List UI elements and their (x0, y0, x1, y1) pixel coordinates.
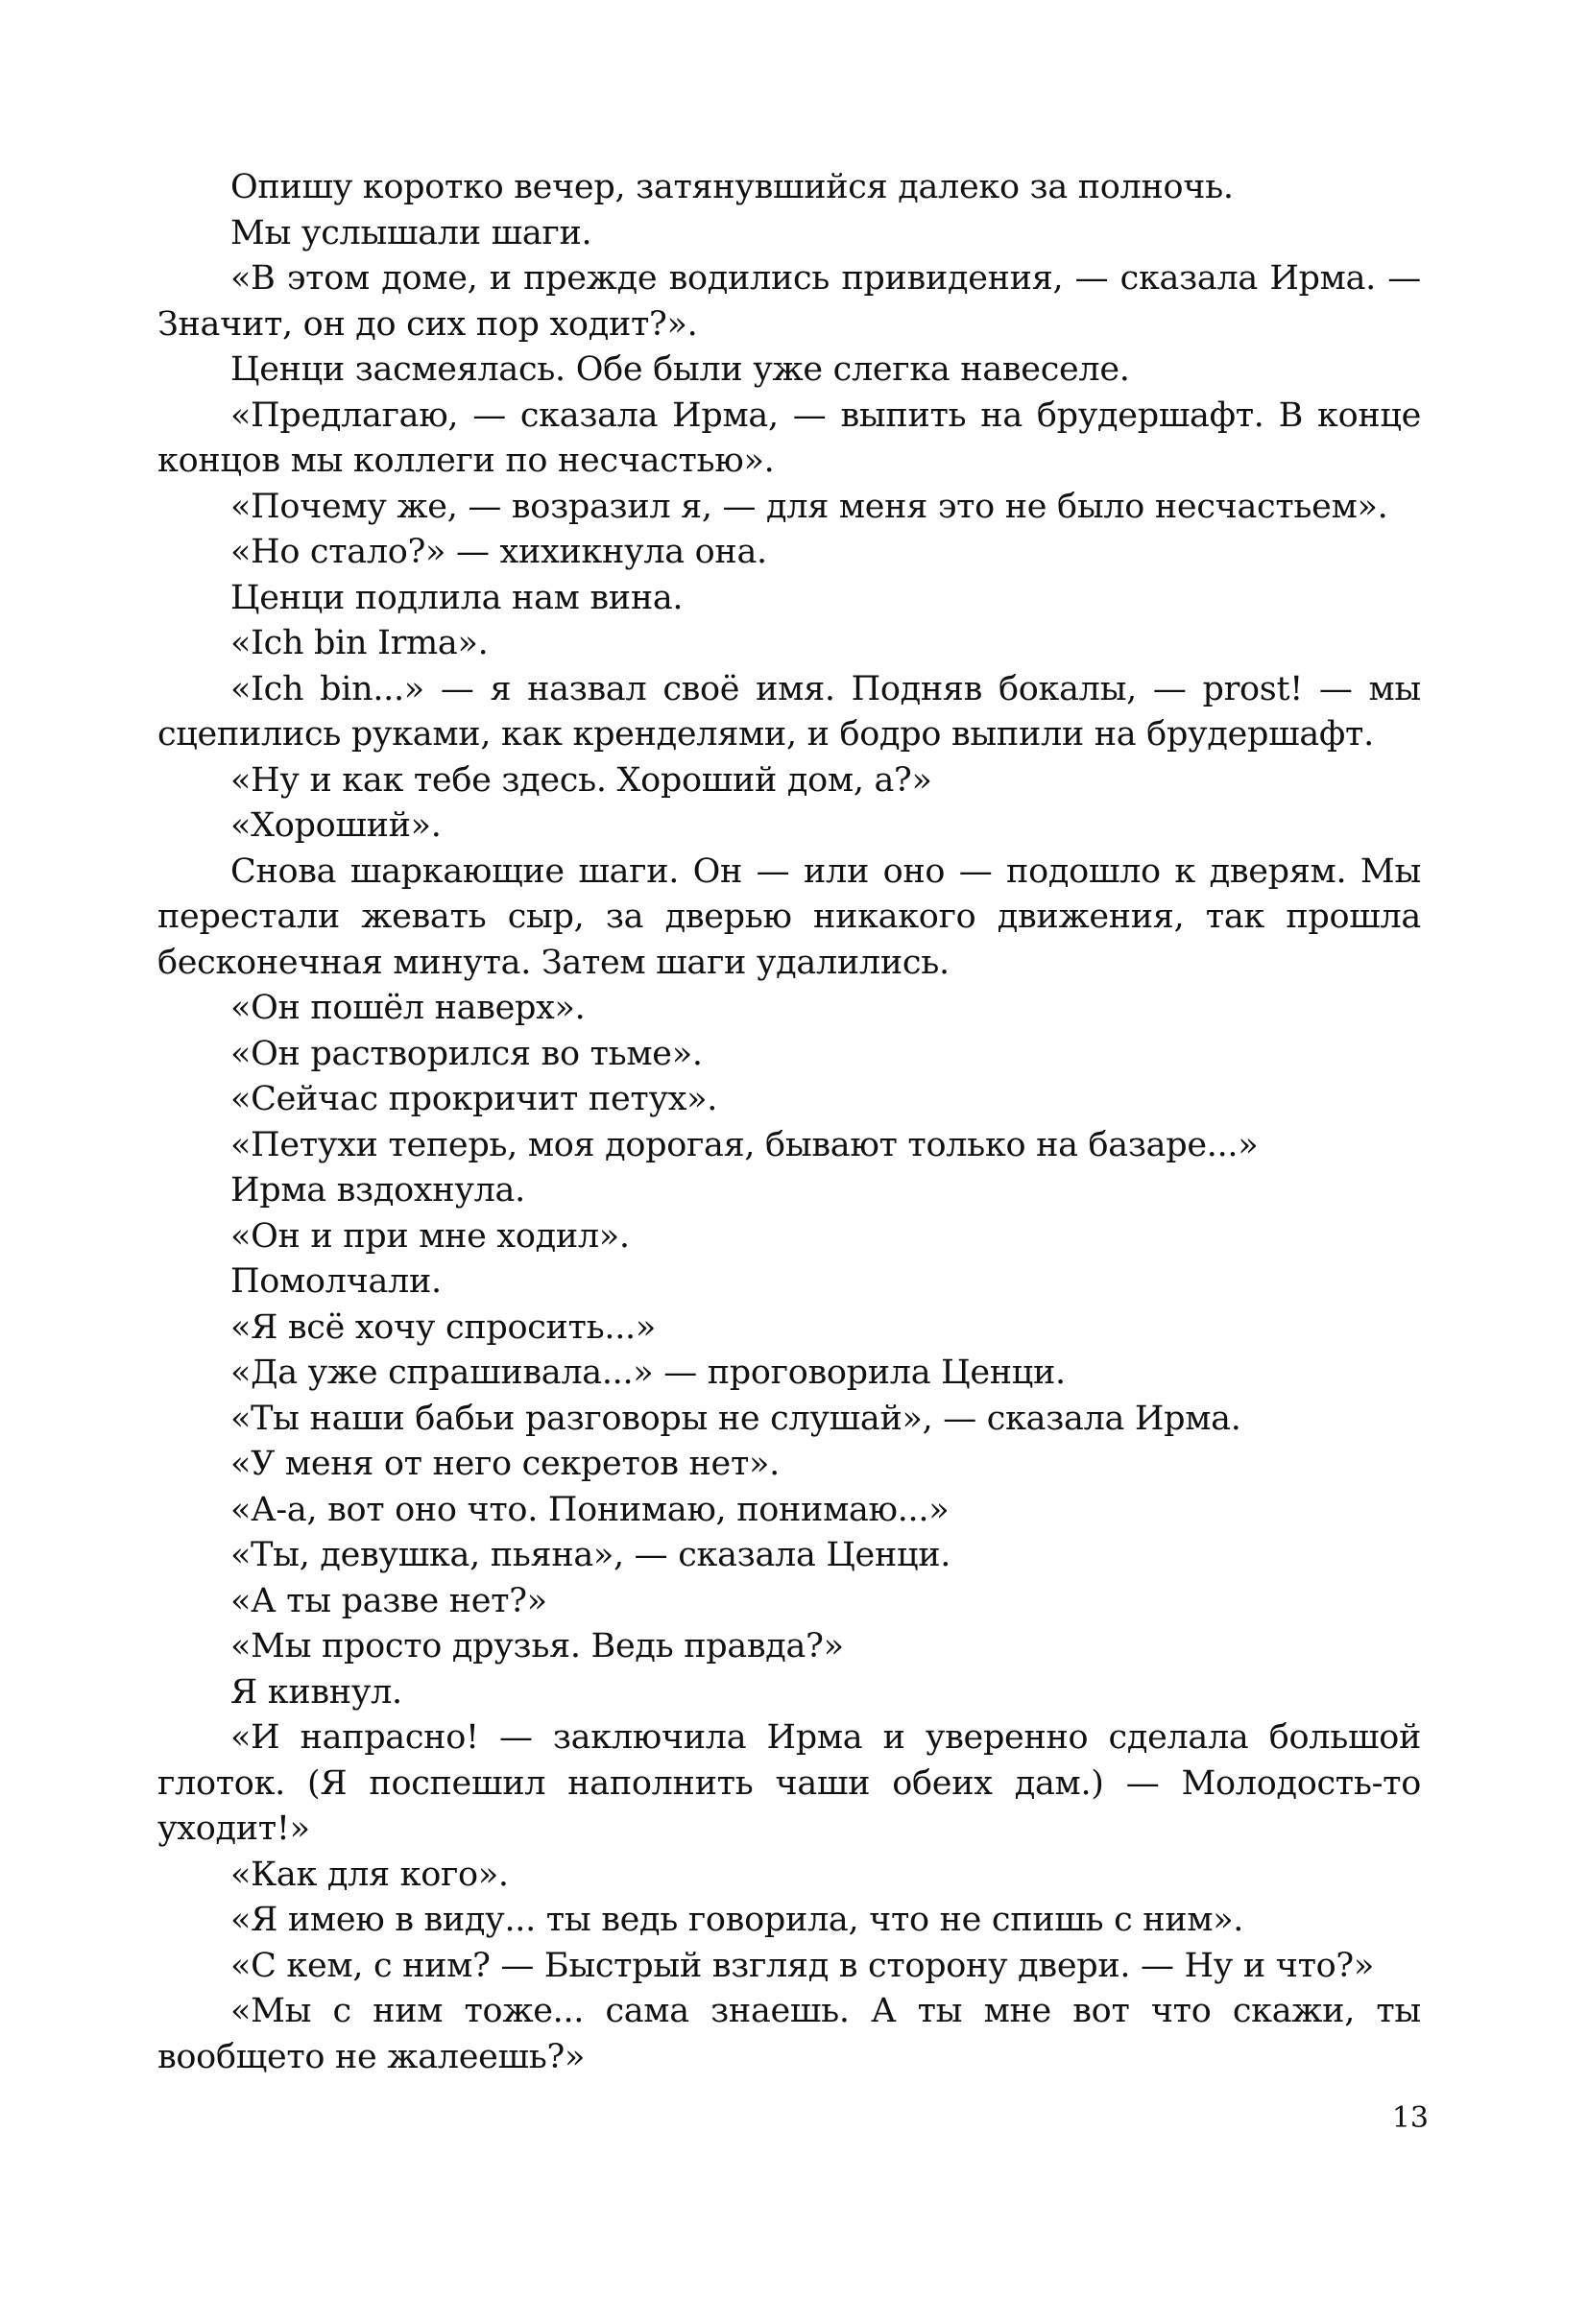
paragraph: Мы услышали шаги. (230, 213, 592, 252)
paragraph: «Я всё хочу спросить...» (230, 1307, 656, 1347)
paragraph: Снова шаркающие шаги. Он — или оно — подошло к дверям. Мы перестали жевать сыр, за дверью никакого движения, так прошла бесконечная минута. Затем шаги удалились. (157, 851, 1421, 982)
paragraph: «Но стало?» — хихикнула она. (230, 533, 767, 571)
paragraph: «Сейчас прокричит петух». (230, 1080, 718, 1118)
paragraph: «Петухи теперь, моя дорогая, бывают только на базаре...» (230, 1125, 1259, 1164)
paragraph: Я кивнул. (230, 1672, 402, 1712)
paragraph: «Ты, девушка, пьяна», — сказала Ценци. (230, 1536, 951, 1574)
paragraph: Помолчали. (230, 1262, 442, 1301)
paragraph: Ирма вздохнула. (230, 1171, 525, 1210)
paragraph: Опишу коротко вечер, затянувшийся далеко за полночь. (230, 168, 1234, 206)
paragraph: «Ты наши бабьи разговоры не слушай», — сказала Ирма. (230, 1399, 1241, 1438)
paragraph: Ценци засмеялась. Обе были уже слегка навеселе. (230, 350, 1130, 389)
paragraph: «А ты разве нет?» (230, 1581, 547, 1620)
paragraph: «А-а, вот оно что. Понимаю, понимаю...» (230, 1490, 950, 1529)
paragraph: «Хороший». (230, 806, 442, 845)
paragraph: «Да уже спрашивала...» — проговорила Ценци. (230, 1354, 1066, 1392)
paragraph: «Я имею в виду... ты ведь говорила, что не спишь с ним». (230, 1901, 1244, 1939)
paragraph: «Он растворился во тьме». (230, 1034, 703, 1073)
paragraph: «Он и при мне ходил». (230, 1216, 630, 1256)
paragraph: «Почему же, — возразил я, — для меня это не было несчастьем». (230, 487, 1388, 526)
paragraph: «С кем, с ним? — Быстрый взгляд в сторону двери. — Ну и что?» (230, 1946, 1374, 1985)
paragraph: «Ну и как тебе здесь. Хороший дом, а?» (230, 760, 932, 800)
paragraph: «Он пошёл наверх». (230, 989, 586, 1027)
page-body (157, 165, 1421, 2080)
paragraph: «И напрасно! — заключила Ирма и уверенно сделала большой глоток. (Я поспешил наполнить чаши обеих дам.) — Молодость-то уходит!» (157, 1718, 1421, 1848)
paragraph: «Ich bin Irma». (230, 624, 489, 662)
paragraph: «Предлагаю, — сказала Ирма, — выпить на брудершафт. В конце концов мы коллеги по несчастью». (157, 395, 1421, 480)
paragraph: «В этом доме, и прежде водились привидения, — сказала Ирма. — Значит, он до сих пор ходит?». (157, 259, 1421, 344)
paragraph: «Мы с ним тоже... сама знаешь. А ты мне вот что скажи, ты вообщето не жалеешь?» (157, 1992, 1421, 2076)
page-number: 13 (1391, 2101, 1429, 2135)
paragraph: «Ich bin...» — я назвал своё имя. Подняв бокалы, — prost! — мы сцепились руками, как кренделями, и бодро выпили на брудершафт. (157, 669, 1421, 754)
paragraph: Ценци подлила нам вина. (230, 578, 684, 617)
paragraph: «У меня от него секретов нет». (230, 1445, 780, 1483)
paragraph: «Как для кого». (230, 1855, 509, 1894)
paragraph: «Мы просто друзья. Ведь правда?» (230, 1627, 844, 1665)
